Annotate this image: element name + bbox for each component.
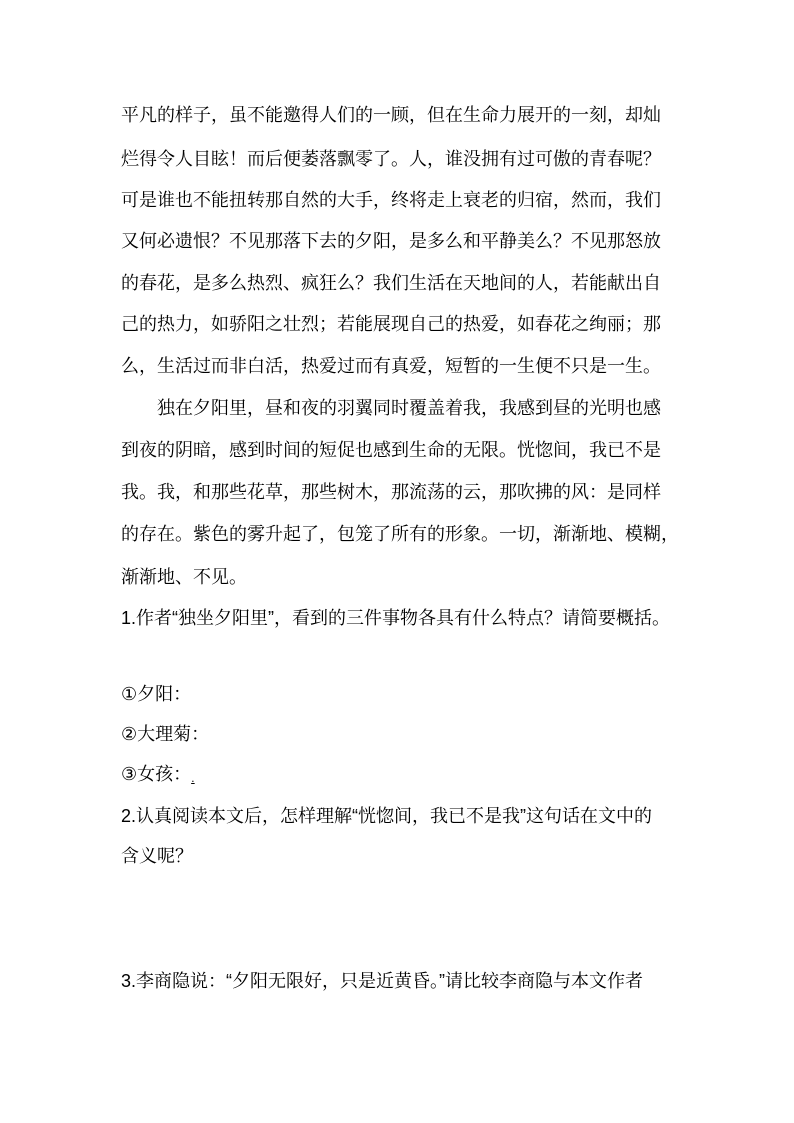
- passage-line: 的春花，是多么热烈、疯狂么？我们生活在天地间的人，若能献出自: [121, 273, 661, 294]
- passage-line: 的存在。紫色的雾升起了，包笼了所有的形象。一切，渐渐地、模糊，: [121, 524, 679, 545]
- answer-blank: .: [191, 772, 195, 785]
- passage-line: 烂得令人目眩！而后便萎落飘零了。人，谁没拥有过可傲的青春呢？: [121, 149, 661, 170]
- question-1-item-dahlia: ②大理菊：: [121, 724, 210, 745]
- question-1-item-sunset: ①夕阳：: [121, 684, 192, 705]
- passage-line: 可是谁也不能扭转那自然的大手，终将走上衰老的归宿，然而，我们: [121, 190, 661, 211]
- question-1: 1.作者“独坐夕阳里”，看到的三件事物各具有什么特点？请简要概括。: [121, 608, 670, 628]
- passage-line: 么，生活过而非白活，热爱过而有真爱，短暂的一生便不只是一生。: [121, 356, 661, 377]
- question-2: 2.认真阅读本文后，怎样理解“恍惚间，我已不是我”这句话在文中的: [121, 806, 652, 826]
- passage-line: 又何必遗恨？不见那落下去的夕阳，是多么和平静美么？不见那怒放: [121, 231, 661, 252]
- question-2-continued: 含义呢？: [121, 846, 193, 867]
- passage-line: 我。我，和那些花草，那些树木，那流荡的云，那吹拂的风：是同样: [121, 482, 661, 503]
- passage-line: 渐渐地、不见。: [121, 567, 247, 588]
- question-1-item-girl-label: ③女孩：: [121, 764, 192, 785]
- question-3: 3.李商隐说：“夕阳无限好，只是近黄昏。”请比较李商隐与本文作者: [121, 971, 643, 991]
- passage-line: 己的热力，如骄阳之壮烈；若能展现自己的热爱，如春花之绚丽；那: [121, 314, 661, 335]
- question-1-item-girl: [121, 763, 321, 789]
- passage-line: 独在夕阳里，昼和夜的羽翼同时覆盖着我，我感到昼的光明也感: [157, 398, 661, 419]
- passage-line: 到夜的阴暗，感到时间的短促也感到生命的无限。恍惚间，我已不是: [121, 440, 661, 461]
- passage-line: 平凡的样子，虽不能邀得人们的一顾，但在生命力展开的一刻，却灿: [121, 105, 661, 126]
